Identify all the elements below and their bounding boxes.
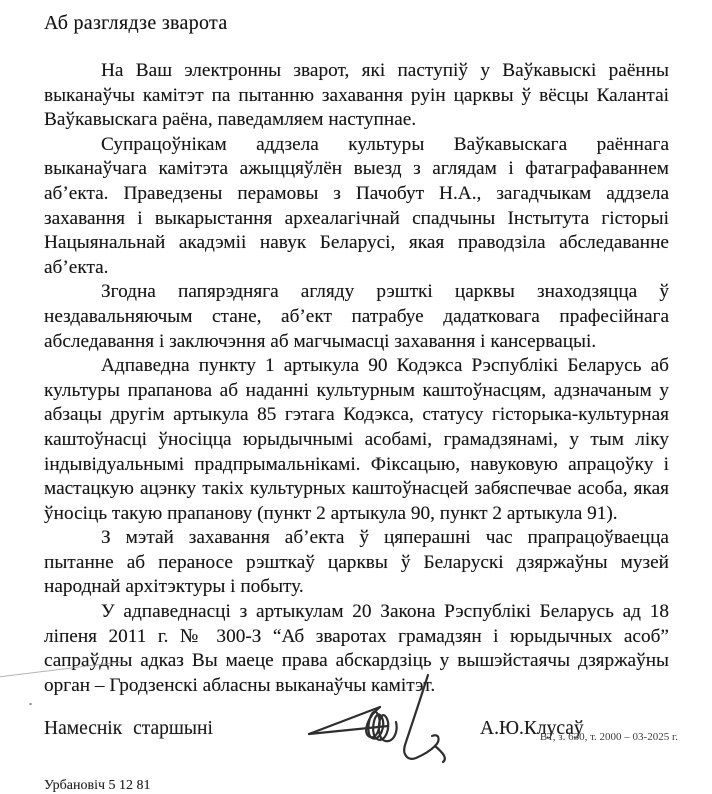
signatory-name: А.Ю.Клусаў (480, 718, 584, 740)
paragraph-museum-transfer: З мэтай захавання аб’екта ў цяперашні час прапрацоўваецца пытанне аб пераносе рэшткаў царквы ў Беларускі дзяржаўны музей народнай архітэктуры і побыту. (44, 527, 669, 598)
handwritten-signature-icon (306, 672, 478, 772)
print-code: ВТ, з. 630, т. 2000 – 03-2025 г. (539, 731, 678, 743)
executor-note: Урбановіч 5 12 81 (44, 778, 151, 794)
paragraph-culture-code: Адпаведна пункту 1 артыкула 90 Кодэкса Рэспублікі Беларусь аб культуры прапанова аб наданні культурным каштоўнасцям, адзначаным у абзацы другім артыкула 85 гэтага Кодэкса, статусу гісторыка-культурная каштоўнасці ўносіцца юрыдычнымі асобамі, грамадзянамі, у тым ліку індывідуальнымі прадпрымальнікамі. Фіксацыю, навуковую апрацоўку і мастацкую ацэнку такіх культурных каштоўнасцей забяспечвае асоба, якая ўносіць такую прапанову (пункт 2 артыкула 90, пункт 2 артыкула 91). (44, 355, 669, 524)
signatory-position: Намеснік старшыні (44, 718, 213, 740)
paragraph-inspection: Супрацоўнікам аддзела культуры Ваўкавыскага раённага выканаўчага камітэта ажыццяўлён выезд з аглядам і фатаграфаваннем аб’екта. Праведзены перамовы з Пачобут Н.А., загадчыкам аддзела захавання і выкарыстання археалагічнай спадчыны Інстытута гісторыі Нацыянальнай акадэміі навук Беларусі, якая праводзіла абследаванне аб’екта. (44, 133, 669, 278)
scan-speck-artifact (29, 703, 32, 705)
paragraph-intro: На Ваш электронны зварот, які паступіў у Ваўкавыскі раённы выканаўчы камітэт па пытанню захавання руін царквы ў вёсцы Калантаі Ваўкавыскага раёна, паведамляем наступнае. (44, 60, 669, 131)
paragraph-appeal-rights: У адпаведнасці з артыкулам 20 Закона Рэспублікі Беларусь ад 18 ліпеня 2011 г. № 300-З “Аб зваротах грамадзян і юрыдычных асоб” сапраўдны адказ Вы маеце права абскардзіць у вышэйстаячы дзяржаўны орган – Гродзенскі абласны выканаўчы камітэт. (44, 601, 669, 696)
letter-body (44, 12, 669, 794)
letter-subject: Аб разглядзе зварота (44, 12, 228, 34)
letter-paragraphs (44, 59, 669, 698)
paragraph-condition: Згодна папярэдняга агляду рэшткі царквы знаходзяцца ў нездавальняючым стане, аб’ект патрабуе дадатковага прафесійнага абследавання і заключэння аб магчымасці захавання і кансервацыі. (44, 281, 669, 352)
